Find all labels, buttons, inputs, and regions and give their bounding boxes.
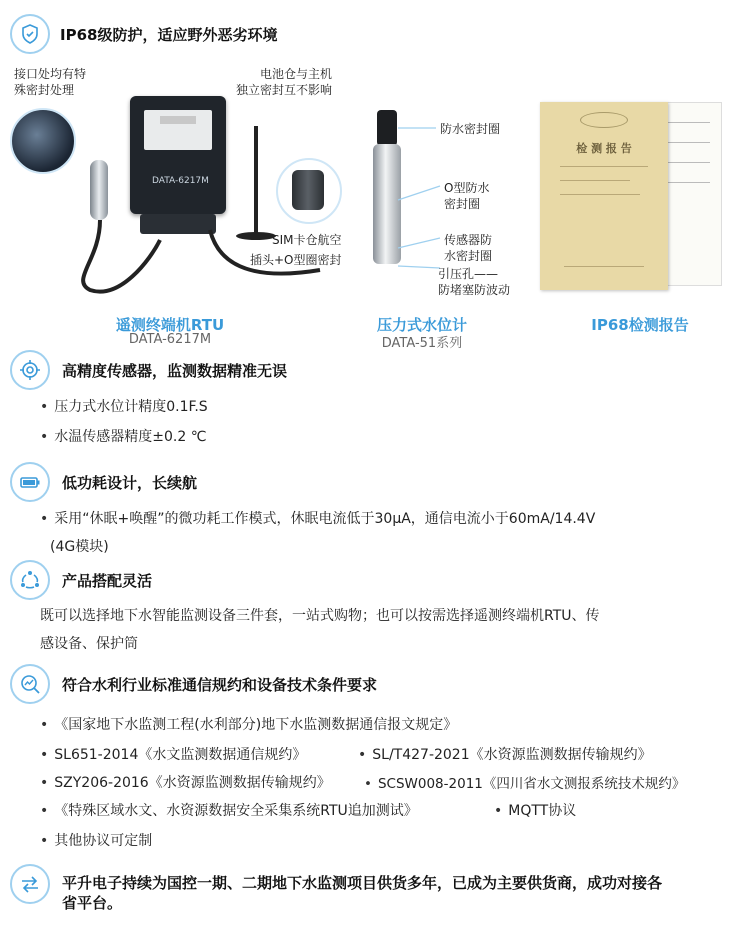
callout-pressure-hole: 引压孔—— 防堵塞防波动 [438,267,511,297]
list-item: • SZY206-2016《水资源监测数据传输规约》 [40,772,331,792]
transfer-arrows-icon [10,864,50,904]
section-heading-supplier: 平升电子持续为国控一期、二期地下水监测项目供货多年，已成为主要供货商，成功对接各 省平台。 [62,874,663,912]
list-item-continuation: (4G模块) [50,539,109,555]
callout-battery-seal: 电池仓与主机 独立密封互不影响 [236,67,333,97]
list-item: • MQTT协议 [494,800,576,820]
list-item: • 水温传感器精度±0.2 ℃ [40,426,206,446]
flexible-paragraph: 既可以选择地下水智能监测设备三件套，一站式购物；也可以按需选择遥测终端机RTU、传 感设备、保护筒 [40,608,600,652]
callout-o-ring: O型防水 密封圈 [444,181,490,211]
rtu-model-label: DATA-6217M [152,176,209,186]
battery-icon [10,462,50,502]
list-item: • 采用“休眠+唤醒”的微功耗工作模式，休眠电流低于30μA，通信电流小于60mA/14.4V [40,508,595,528]
report-title: 检 测 报 告 [576,142,632,155]
callout-sim-seal: SIM卡仓航空 插头+O型圈密封 [250,233,342,267]
list-item: • SL651-2014《水文监测数据通信规约》 [40,744,306,764]
chart-magnifier-icon [10,664,50,704]
list-item: • SL/T427-2021《水资源监测数据传输规约》 [358,744,652,764]
list-item: • SCSW008-2011《四川省水文测报系统技术规约》 [364,772,685,792]
sim-plug-photo [276,158,342,224]
callout-sensor-ring: 传感器防 水密封圈 [444,233,493,263]
caption-rtu-title: 遥测终端机RTU [115,316,225,334]
connector-photo [10,108,76,174]
section-heading-low-power: 低功耗设计，长续航 [62,474,198,492]
caption-gauge-title: 压力式水位计 [376,316,467,334]
test-report-photo [540,102,720,292]
shield-check-icon [10,14,50,54]
caption-report-title: IP68检测报告 [591,316,689,334]
list-item: • 《国家地下水监测工程(水利部分)地下水监测数据通信报文规定》 [40,714,457,734]
target-icon [10,350,50,390]
list-item: • 其他协议可定制 [40,830,152,850]
list-item: • 《特殊区域水文、水资源数据安全采集系统RTU追加测试》 [40,800,418,820]
callout-interface-seal: 接口处均有特 殊密封处理 [14,67,87,97]
caption-rtu-model: DATA-6217M [128,332,212,347]
callout-waterproof-ring: 防水密封圈 [440,122,501,136]
rtu-device-photo [130,96,226,214]
recycle-icon [10,560,50,600]
section-heading-precision: 高精度传感器，监测数据精准无误 [62,362,288,380]
section-heading-ip68: IP68级防护，适应野外恶劣环境 [60,26,278,44]
section-heading-flexible: 产品搭配灵活 [62,572,153,590]
list-item: • 压力式水位计精度0.1F.S [40,396,208,416]
section-heading-standards: 符合水利行业标准通信规约和设备技术条件要求 [62,676,378,694]
caption-gauge-model: DATA-51系列 [381,336,463,351]
